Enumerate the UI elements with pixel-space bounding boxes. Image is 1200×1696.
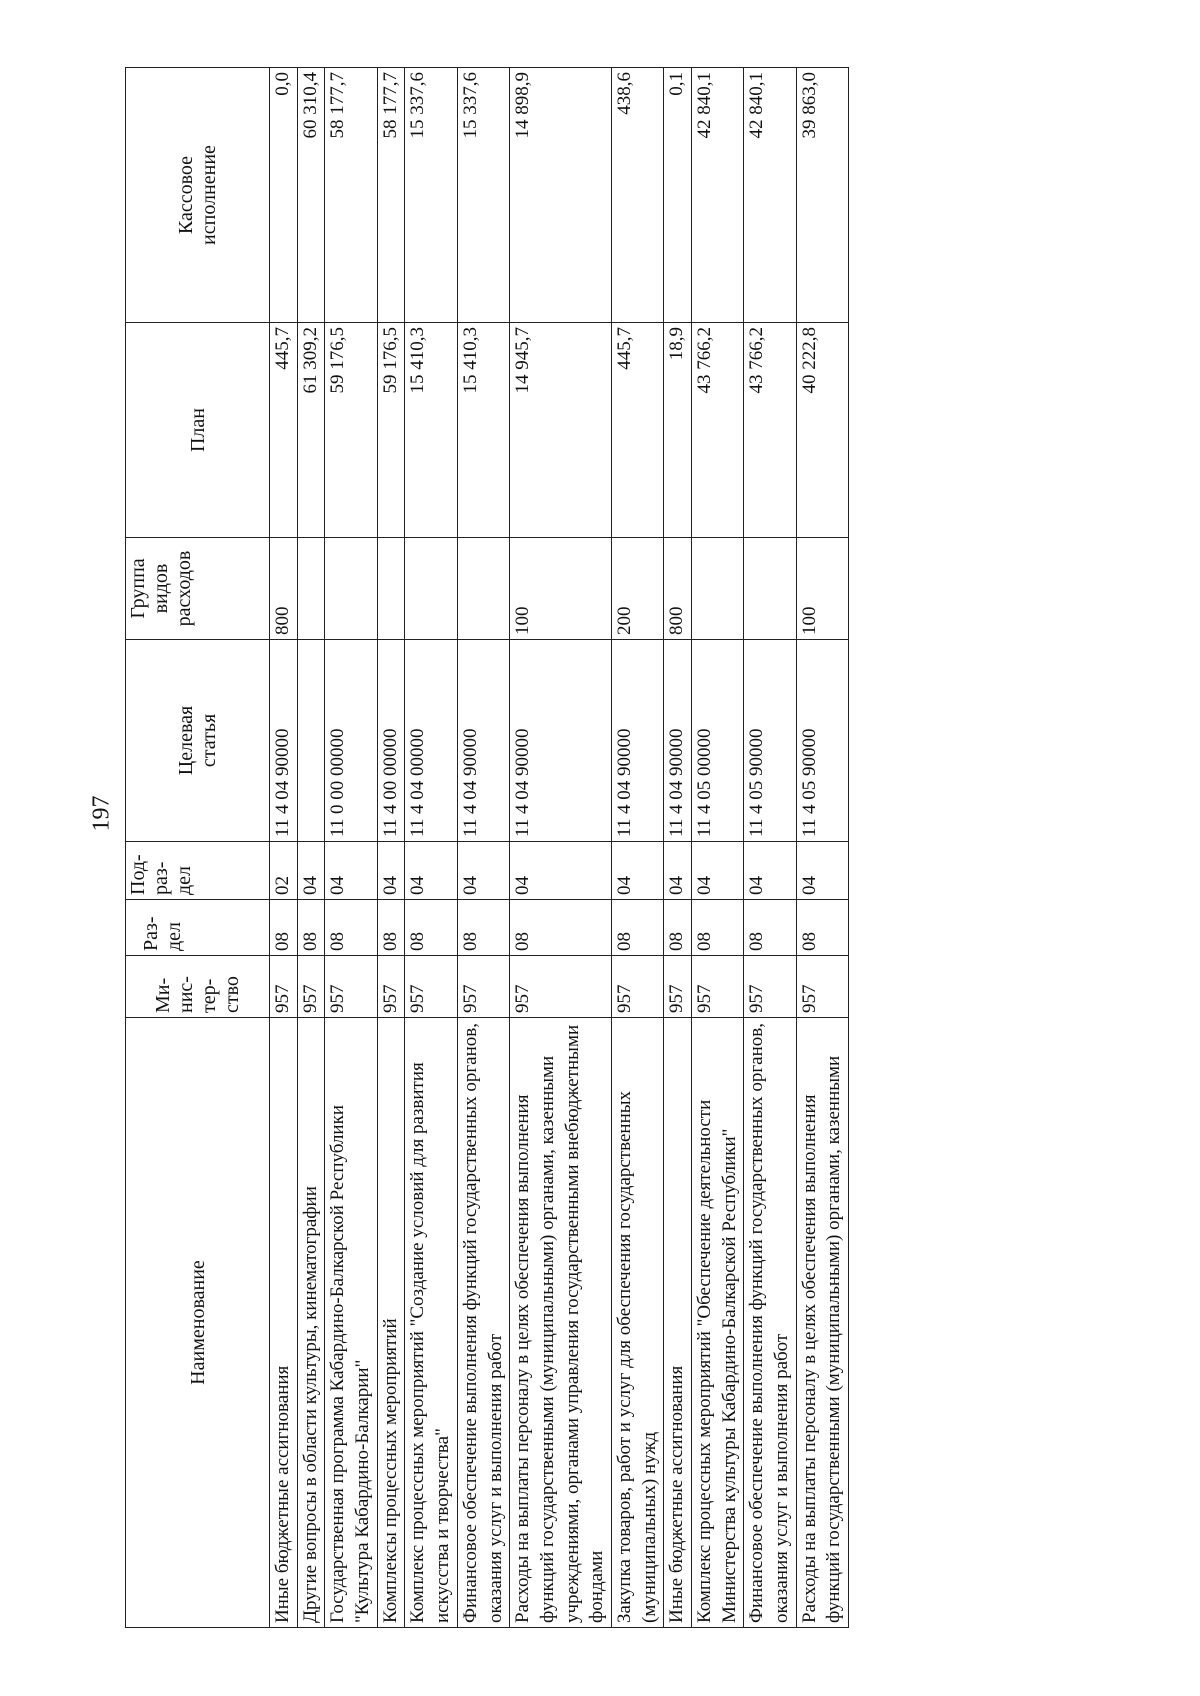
row-subsection-cell: 04: [325, 842, 377, 900]
row-ministry-cell: 957: [325, 956, 377, 1018]
row-plan-cell: 59 176,5: [325, 323, 377, 538]
row-name-cell: Другие вопросы в области культуры, кинематографии: [297, 1018, 325, 1628]
row-name-cell: Расходы на выплаты персоналу в целях обеспечения выполнения функций государственными (муниципальными) органами, казенными: [796, 1018, 848, 1628]
row-subsection-cell: 04: [744, 842, 796, 900]
row-subsection-cell: 04: [692, 842, 744, 900]
row-group-cell: 100: [510, 538, 612, 640]
row-execution-cell: 58 177,7: [377, 68, 405, 323]
row-target-cell: 11 4 04 90000: [270, 640, 298, 842]
row-section-cell: 08: [377, 900, 405, 956]
row-name-cell: Финансовое обеспечение выполнения функций государственных органов, оказания услуг и выполнения работ: [457, 1018, 509, 1628]
row-subsection-cell: 04: [377, 842, 405, 900]
row-execution-cell: 58 177,7: [325, 68, 377, 323]
row-name-cell: Иные бюджетные ассигнования: [664, 1018, 692, 1628]
table-row: [297, 68, 325, 1628]
header-target: Целевая статья: [126, 640, 270, 842]
row-execution-cell: 14 898,9: [510, 68, 612, 323]
table-row: [664, 68, 692, 1628]
row-subsection-cell: 04: [611, 842, 663, 900]
row-execution-cell: 42 840,1: [744, 68, 796, 323]
row-execution-cell: 60 310,4: [297, 68, 325, 323]
row-subsection-cell: 02: [270, 842, 298, 900]
row-plan-cell: 61 309,2: [297, 323, 325, 538]
row-ministry-cell: 957: [664, 956, 692, 1018]
row-plan-cell: 15 410,3: [405, 323, 457, 538]
row-group-cell: [744, 538, 796, 640]
table-row: [377, 68, 405, 1628]
row-section-cell: 08: [325, 900, 377, 956]
row-name-cell: Финансовое обеспечение выполнения функций государственных органов, оказания услуг и выполнения работ: [744, 1018, 796, 1628]
row-subsection-cell: 04: [510, 842, 612, 900]
row-subsection-cell: 04: [405, 842, 457, 900]
row-target-cell: 11 0 00 00000: [325, 640, 377, 842]
row-target-cell: 11 4 05 90000: [796, 640, 848, 842]
row-subsection-cell: 04: [297, 842, 325, 900]
row-ministry-cell: 957: [611, 956, 663, 1018]
row-ministry-cell: 957: [457, 956, 509, 1018]
row-execution-cell: 438,6: [611, 68, 663, 323]
table-row: [405, 68, 457, 1628]
row-execution-cell: 15 337,6: [457, 68, 509, 323]
row-group-cell: [457, 538, 509, 640]
row-plan-cell: 14 945,7: [510, 323, 612, 538]
row-target-cell: 11 4 05 90000: [744, 640, 796, 842]
row-ministry-cell: 957: [297, 956, 325, 1018]
page-number: 197: [88, 795, 115, 832]
row-group-cell: [297, 538, 325, 640]
header-subsection: Под- раз- дел: [126, 842, 270, 900]
row-ministry-cell: 957: [744, 956, 796, 1018]
table-row: [270, 68, 298, 1628]
table-row: [457, 68, 509, 1628]
budget-table: [125, 67, 849, 1628]
row-ministry-cell: 957: [270, 956, 298, 1018]
row-target-cell: 11 4 04 90000: [611, 640, 663, 842]
row-section-cell: 08: [405, 900, 457, 956]
row-section-cell: 08: [270, 900, 298, 956]
row-group-cell: [325, 538, 377, 640]
row-section-cell: 08: [510, 900, 612, 956]
row-subsection-cell: 04: [796, 842, 848, 900]
row-target-cell: [297, 640, 325, 842]
row-execution-cell: 0,1: [664, 68, 692, 323]
row-group-cell: [692, 538, 744, 640]
row-group-cell: 200: [611, 538, 663, 640]
row-target-cell: 11 4 04 90000: [664, 640, 692, 842]
row-section-cell: 08: [664, 900, 692, 956]
header-group: Группа видов расходов: [126, 538, 270, 640]
table-row: [325, 68, 377, 1628]
row-group-cell: 800: [664, 538, 692, 640]
row-ministry-cell: 957: [510, 956, 612, 1018]
row-plan-cell: 18,9: [664, 323, 692, 538]
row-name-cell: Расходы на выплаты персоналу в целях обеспечения выполнения функций государственными (муниципальными) органами, казенными учреждениями, органами управления государственными внебюджетными фондами: [510, 1018, 612, 1628]
row-plan-cell: 40 222,8: [796, 323, 848, 538]
row-ministry-cell: 957: [796, 956, 848, 1018]
row-execution-cell: 39 863,0: [796, 68, 848, 323]
row-section-cell: 08: [796, 900, 848, 956]
row-plan-cell: 445,7: [270, 323, 298, 538]
row-subsection-cell: 04: [664, 842, 692, 900]
table-row: [510, 68, 612, 1628]
row-plan-cell: 43 766,2: [692, 323, 744, 538]
table-row: [611, 68, 663, 1628]
row-name-cell: Комплексы процессных мероприятий: [377, 1018, 405, 1628]
row-plan-cell: 15 410,3: [457, 323, 509, 538]
row-ministry-cell: 957: [377, 956, 405, 1018]
row-section-cell: 08: [692, 900, 744, 956]
row-target-cell: 11 4 04 90000: [510, 640, 612, 842]
row-section-cell: 08: [297, 900, 325, 956]
header-execution: Кассовое исполнение: [126, 68, 270, 323]
header-plan: План: [126, 323, 270, 538]
rotated-table-container: [125, 68, 1125, 1628]
table-row: [744, 68, 796, 1628]
row-execution-cell: 0,0: [270, 68, 298, 323]
row-target-cell: 11 4 05 00000: [692, 640, 744, 842]
row-name-cell: Комплекс процессных мероприятий "Обеспечение деятельности Министерства культуры Кабардино-Балкарской Республики": [692, 1018, 744, 1628]
row-name-cell: Комплекс процессных мероприятий "Создание условий для развития искусства и творчества": [405, 1018, 457, 1628]
row-group-cell: [405, 538, 457, 640]
header-section: Раз- дел: [126, 900, 270, 956]
row-ministry-cell: 957: [692, 956, 744, 1018]
row-name-cell: Государственная программа Кабардино-Балкарской Республики "Культура Кабардино-Балкарии": [325, 1018, 377, 1628]
row-ministry-cell: 957: [405, 956, 457, 1018]
row-section-cell: 08: [457, 900, 509, 956]
row-target-cell: 11 4 00 00000: [377, 640, 405, 842]
row-name-cell: Иные бюджетные ассигнования: [270, 1018, 298, 1628]
row-group-cell: 800: [270, 538, 298, 640]
table-row: [796, 68, 848, 1628]
row-section-cell: 08: [611, 900, 663, 956]
row-subsection-cell: 04: [457, 842, 509, 900]
table-header-row: [126, 68, 270, 1628]
row-plan-cell: 445,7: [611, 323, 663, 538]
header-name: Наименование: [126, 1018, 270, 1628]
row-group-cell: 100: [796, 538, 848, 640]
row-name-cell: Закупка товаров, работ и услуг для обеспечения государственных (муниципальных) нужд: [611, 1018, 663, 1628]
row-plan-cell: 59 176,5: [377, 323, 405, 538]
row-plan-cell: 43 766,2: [744, 323, 796, 538]
row-execution-cell: 42 840,1: [692, 68, 744, 323]
row-group-cell: [377, 538, 405, 640]
row-execution-cell: 15 337,6: [405, 68, 457, 323]
row-target-cell: 11 4 04 00000: [405, 640, 457, 842]
header-ministry: Ми- нис- тер- ство: [126, 956, 270, 1018]
table-row: [692, 68, 744, 1628]
row-target-cell: 11 4 04 90000: [457, 640, 509, 842]
row-section-cell: 08: [744, 900, 796, 956]
